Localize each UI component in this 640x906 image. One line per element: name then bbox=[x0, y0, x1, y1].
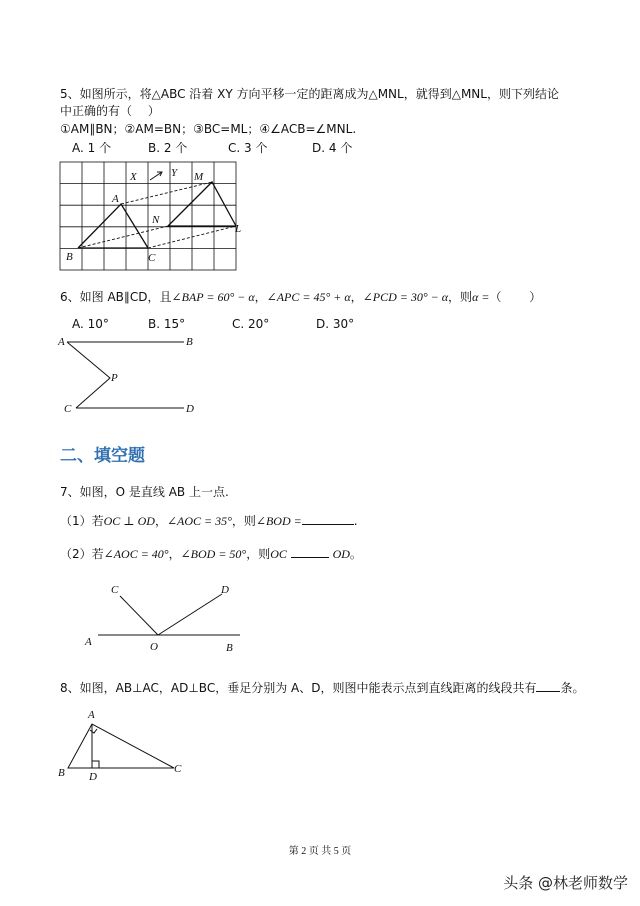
q6-comma-2: ， bbox=[350, 290, 363, 304]
q6-cond-bap: ∠BAP = 60° − α bbox=[171, 290, 255, 304]
q7-label-d: D bbox=[221, 584, 229, 596]
q5-option-c: C. 3 个 bbox=[228, 141, 268, 155]
q5-label-l: L bbox=[235, 223, 242, 235]
q6-label-a: A bbox=[58, 336, 65, 348]
q6-label-b: B bbox=[186, 336, 193, 348]
q7-p1-comma: ， bbox=[154, 514, 167, 528]
q7-p1-cond2: ∠AOC = 35° bbox=[166, 514, 232, 528]
q5-label-c: C bbox=[148, 252, 156, 264]
q7-p1-answer-blank[interactable] bbox=[302, 512, 354, 525]
q7-text-line1: 7、如图，O 是直线 AB 上一点. bbox=[60, 485, 229, 499]
q5-grid-figure bbox=[58, 160, 248, 274]
q7-p1-end: . bbox=[353, 514, 358, 528]
q7-p2-od: OD bbox=[332, 547, 350, 561]
q8-answer-blank[interactable] bbox=[536, 679, 560, 692]
q6-option-b: B. 15° bbox=[148, 317, 186, 331]
q7-p1-prefix: （1）若 bbox=[60, 514, 104, 528]
q7-p2-cond1: ∠AOC = 40° bbox=[103, 547, 169, 561]
q7-label-o: O bbox=[150, 641, 158, 653]
q7-part1 bbox=[60, 512, 358, 529]
q5-option-a: A. 1 个 bbox=[72, 141, 112, 155]
q6-ask: α = bbox=[472, 290, 490, 304]
q6-option-a: A. 10° bbox=[72, 317, 109, 331]
q7-label-c: C bbox=[111, 584, 119, 596]
q8-label-d: D bbox=[89, 771, 97, 783]
q7-p2-comma: ， bbox=[168, 547, 181, 561]
q8-triangle-figure bbox=[54, 706, 194, 784]
q6-label-d: D bbox=[186, 403, 194, 415]
q7-p2-oc: OC bbox=[270, 547, 287, 561]
q6-cond-pcd: ∠PCD = 30° − α bbox=[362, 290, 449, 304]
q5-text-line1: 5、如图所示，将△ABC 沿着 XY 方向平移一定的距离成为△MNL，就得到△MNL，则下列结论 bbox=[60, 87, 559, 101]
q6-text bbox=[60, 289, 541, 305]
q5-label-b: B bbox=[66, 251, 73, 263]
q6-suffix: ，则 bbox=[448, 290, 473, 304]
q5-statements: ①AM∥BN；②AM=BN；③BC=ML；④∠ACB=∠MNL. bbox=[60, 122, 357, 136]
q7-p1-ask: ∠BOD = bbox=[255, 514, 302, 528]
q8-label-c: C bbox=[174, 763, 182, 775]
q5-label-m: M bbox=[194, 171, 204, 183]
q7-angle-figure bbox=[80, 578, 250, 658]
q8-text bbox=[60, 679, 585, 696]
q8-text-after: 条。 bbox=[560, 681, 585, 695]
q5-label-a: A bbox=[112, 193, 119, 205]
q5-option-b: B. 2 个 bbox=[148, 141, 188, 155]
q6-label-c: C bbox=[64, 403, 72, 415]
q7-p1-cond1: OC ⊥ OD bbox=[103, 514, 155, 528]
q6-cond-apc: ∠APC = 45° + α bbox=[266, 290, 351, 304]
q6-option-d: D. 30° bbox=[316, 317, 355, 331]
q6-comma-1: ， bbox=[254, 290, 267, 304]
q7-p2-end: 。 bbox=[349, 547, 362, 561]
q6-label-p: P bbox=[111, 372, 118, 384]
q8-text-before: 8、如图，AB⊥AC，AD⊥BC，垂足分别为 A、D，则图中能表示点到直线距离的线段共有 bbox=[60, 681, 537, 695]
q7-label-a: A bbox=[85, 636, 92, 648]
page-footer: 第 2 页 共 5 页 bbox=[288, 846, 352, 857]
q8-label-b: B bbox=[58, 767, 65, 779]
section-heading-fill-blank: 二、填空题 bbox=[60, 446, 145, 466]
q7-label-b: B bbox=[226, 642, 233, 654]
q6-paren: （ ） bbox=[489, 290, 542, 304]
q5-label-x: X bbox=[130, 171, 137, 183]
q7-p2-cond2: ∠BOD = 50° bbox=[180, 547, 247, 561]
watermark: 头条 @林老师数学 bbox=[503, 874, 628, 892]
q7-p1-then: ，则 bbox=[231, 514, 256, 528]
q6-prefix: 6、如图 AB∥CD，且 bbox=[60, 290, 172, 304]
q7-p2-answer-blank[interactable] bbox=[291, 545, 329, 558]
q7-p2-then: ，则 bbox=[246, 547, 271, 561]
q5-label-y: Y bbox=[171, 167, 178, 179]
q7-p2-prefix: （2）若 bbox=[60, 547, 104, 561]
q6-option-c: C. 20° bbox=[232, 317, 270, 331]
q6-parallel-figure bbox=[54, 332, 204, 418]
q8-label-a: A bbox=[88, 709, 95, 721]
q7-part2 bbox=[60, 545, 362, 562]
q5-text-line2: 中正确的有（ ） bbox=[60, 104, 160, 118]
q5-label-n: N bbox=[152, 214, 160, 226]
q5-option-d: D. 4 个 bbox=[312, 141, 353, 155]
